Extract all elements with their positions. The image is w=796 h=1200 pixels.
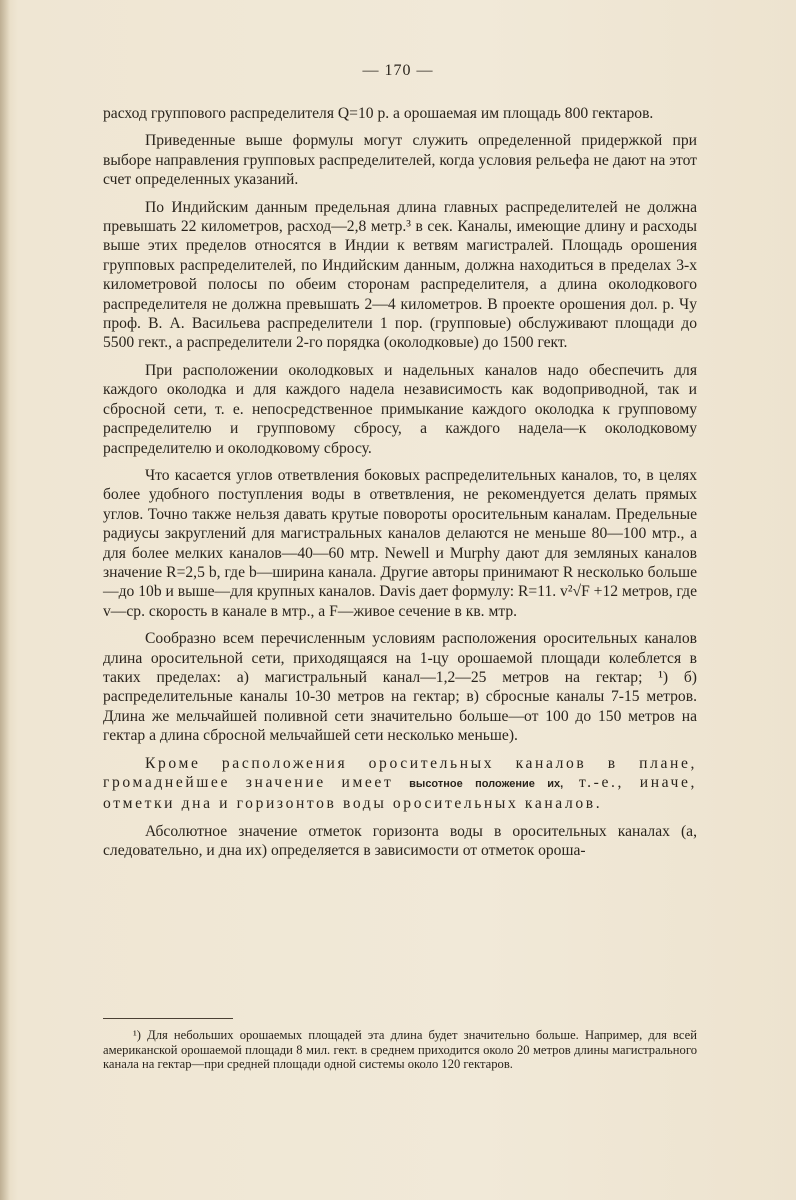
paragraph-2: Приведенные выше формулы могут служить определенной придержкой при выборе направления групповых распределителей, когда условия рельефа не дают на этот счет определенных указаний. <box>103 132 697 189</box>
footnote-text: ¹) Для небольших орошаемых площадей эта длина будет значительно больше. Например, для всей американской орошаемой площади 8 мил. гект. в среднем приходится около 20 метров длины магистрального канала на гектар—при средней площади одной системы около 120 гектаров. <box>103 1028 697 1072</box>
paragraph-1: расход группового распределителя Q=10 р. а орошаемая им площадь 800 гектаров. <box>103 105 654 122</box>
spaced-part-3: т.-е., иначе, отметки дна и горизонтов воды оросительных каналов. <box>103 774 698 813</box>
paragraph-4: При расположении околодковых и надельных каналов надо обеспечить для каждого околодка и для каждого надела независимость как водоприводной, так и сбросной сети, т. е. непосредственное примыкание каждого околодка к групповому распределителю и групповому сбросу, а каждого надела—к околодковому распределителю и околодковому сбросу. <box>103 361 697 457</box>
page-fold-shadow <box>0 0 10 1200</box>
footnote <box>103 1028 697 1072</box>
paragraph-6: Сообразно всем перечисленным условиям расположения оросительных каналов длина оросительной сети, приходящаяся на 1-цу орошаемой площади колеблется в таких пределах: а) магистральный канал—1,2—25 метров на гектар; ¹) б) распределительные каналы 10-30 метров на гектар; в) сбросные каналы 7-15 метров. Длина же мельчайшей поливной сети значительно больше—от 100 до 150 метров на гектар а длина сбросной мельчайшей сети несколько меньше). <box>103 630 697 745</box>
paragraph-spaced <box>103 754 697 814</box>
body-text <box>103 104 697 861</box>
page-number: — 170 — <box>362 62 434 79</box>
footnote-divider <box>103 1018 233 1019</box>
paragraph-last: Абсолютное значение отметок горизонта воды в оросительных каналах (а, следовательно, и дна их) определяется в зависимости от отметок ороша- <box>103 822 697 860</box>
paragraph-5: Что касается углов ответвления боковых распределительных каналов, то, в целях более удобного поступления воды в ответвления, не рекомендуется делать прямых углов. Точно также нельзя давать крутые повороты оросительным каналам. Предельные радиусы закруглений для магистральных каналов делаются не меньше 80—100 мтр., а для более мелких каналов—40—60 мтр. Newell и Murphy дают для земляных каналов значение R=2,5 b, где b—ширина канала. Другие авторы принимают R несколько больше—до 10b и выше—для крупных каналов. Davis дает формулу: R=11. v²√F +12 метров, где v—ср. скорость в канале в мтр., а F—живое сечение в кв. мтр. <box>103 466 697 620</box>
paragraph-3: По Индийским данным предельная длина главных распределителей не должна превышать 22 километров, расход—2,8 метр.³ в сек. Каналы, имеющие длину и расходы выше этих пределов относятся в Индии к ветвям магистралей. Площадь орошения групповых распределителей, по Индийским данным, должна находиться в пределах 3-х километровой полосы по обеим сторонам распределителя, а длина околодкового распределителя не должна превышать 2—4 километров. В проекте орошения дол. р. Чу проф. В. А. Васильева распределители 1 пор. (групповые) обслуживают площади до 5500 гект., а распределители 2-го порядка (околодковые) до 1500 гект. <box>103 198 697 352</box>
spaced-part-2: высотное положение их, <box>409 778 564 790</box>
spaced-part-1: Кроме расположения оросительных каналов в плане, громаднейшее значение имеет <box>103 754 697 791</box>
